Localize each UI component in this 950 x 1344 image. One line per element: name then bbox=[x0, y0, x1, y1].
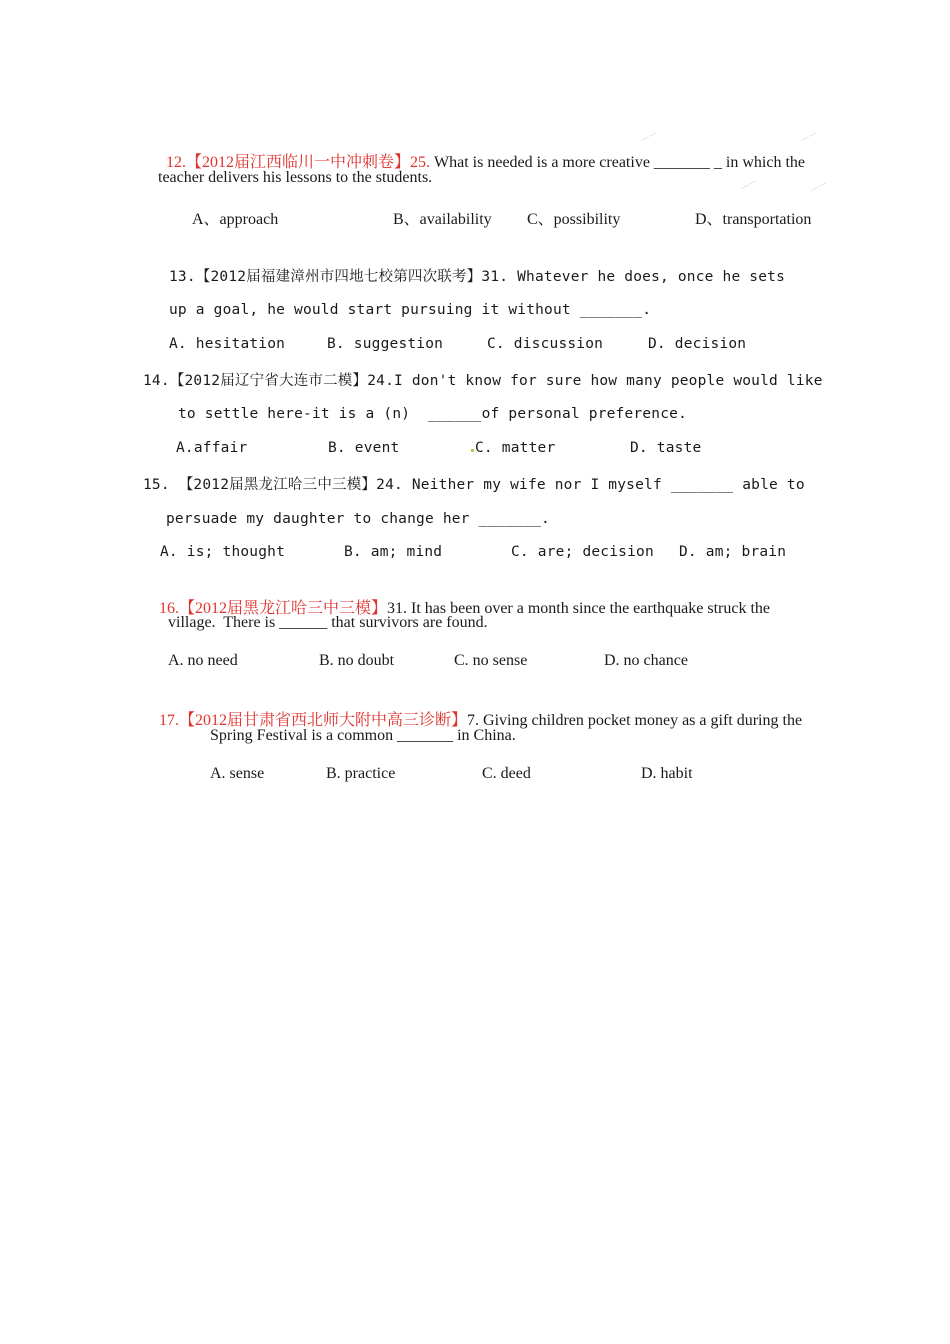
question-12-option-c: C、possibility bbox=[527, 211, 621, 228]
question-14-line-1: 14.【2012届辽宁省大连市二模】24.I don't know for sure how many people would like bbox=[143, 373, 823, 389]
question-16-line-1 bbox=[151, 577, 770, 618]
question-13-option-a: A. hesitation bbox=[169, 336, 286, 352]
question-12-source: 12.【2012届江西临川一中冲刺卷】25. bbox=[166, 154, 431, 171]
question-13-line-1: 13.【2012届福建漳州市四地七校第四次联考】31. Whatever he does, once he sets bbox=[169, 269, 786, 285]
watermark: —— bbox=[798, 128, 820, 146]
question-17-stem: 7. Giving children pocket money as a gift during the bbox=[467, 712, 803, 729]
question-13-line-2: up a goal, he would start pursuing it without _______. bbox=[169, 302, 652, 318]
question-15-option-c: C. are; decision bbox=[511, 544, 654, 560]
question-12-option-b: B、availability bbox=[393, 211, 492, 228]
question-12-option-a: A、approach bbox=[192, 211, 279, 228]
question-17-option-a: A. sense bbox=[210, 765, 265, 782]
question-14-option-b: B. event bbox=[328, 440, 400, 456]
watermark: —— bbox=[738, 176, 760, 194]
watermark: —— bbox=[808, 178, 830, 196]
question-12-line-1 bbox=[158, 131, 805, 172]
question-17-option-d: D. habit bbox=[641, 765, 693, 782]
question-17-source: 17.【2012届甘肃省西北师大附中高三诊断】 bbox=[159, 712, 468, 729]
question-16-option-d: D. no chance bbox=[604, 652, 688, 669]
question-14-option-c-text: C. matter bbox=[475, 440, 556, 456]
question-16-option-a: A. no need bbox=[168, 652, 238, 669]
stray-dot bbox=[471, 449, 474, 452]
question-14-line-2: to settle here-it is a (n) ______of personal preference. bbox=[178, 406, 687, 422]
question-14-option-d: D. taste bbox=[630, 440, 702, 456]
question-12-stem: What is needed is a more creative _______ _ in which the bbox=[430, 154, 806, 171]
question-14-option-a: A.affair bbox=[176, 440, 248, 456]
question-16-line-2: village. There is ______ that survivors are found. bbox=[168, 614, 488, 631]
question-17-option-b: B. practice bbox=[326, 765, 396, 782]
question-17-line-1 bbox=[151, 689, 802, 730]
question-14-option-c bbox=[470, 440, 555, 456]
question-15-option-d: D. am; brain bbox=[679, 544, 787, 560]
question-13-option-b: B. suggestion bbox=[327, 336, 444, 352]
question-13-option-c: C. discussion bbox=[487, 336, 604, 352]
question-12-option-d: D、transportation bbox=[695, 211, 812, 228]
question-16-stem: 31. It has been over a month since the earthquake struck the bbox=[387, 600, 770, 617]
question-12-line-2: teacher delivers his lessons to the students. bbox=[158, 169, 433, 186]
question-13-option-d: D. decision bbox=[648, 336, 747, 352]
question-15-option-a: A. is; thought bbox=[160, 544, 286, 560]
question-15-line-1: 15. 【2012届黑龙江哈三中三模】24. Neither my wife nor I myself _______ able to bbox=[143, 477, 805, 493]
watermark: —— bbox=[638, 128, 660, 146]
question-16-source: 16.【2012届黑龙江哈三中三模】 bbox=[159, 600, 388, 617]
question-17-line-2: Spring Festival is a common _______ in China. bbox=[210, 727, 516, 744]
question-15-line-2: persuade my daughter to change her _______. bbox=[166, 511, 550, 527]
question-17-option-c: C. deed bbox=[482, 765, 531, 782]
question-16-option-b: B. no doubt bbox=[319, 652, 395, 669]
question-15-option-b: B. am; mind bbox=[344, 544, 443, 560]
question-16-option-c: C. no sense bbox=[454, 652, 528, 669]
